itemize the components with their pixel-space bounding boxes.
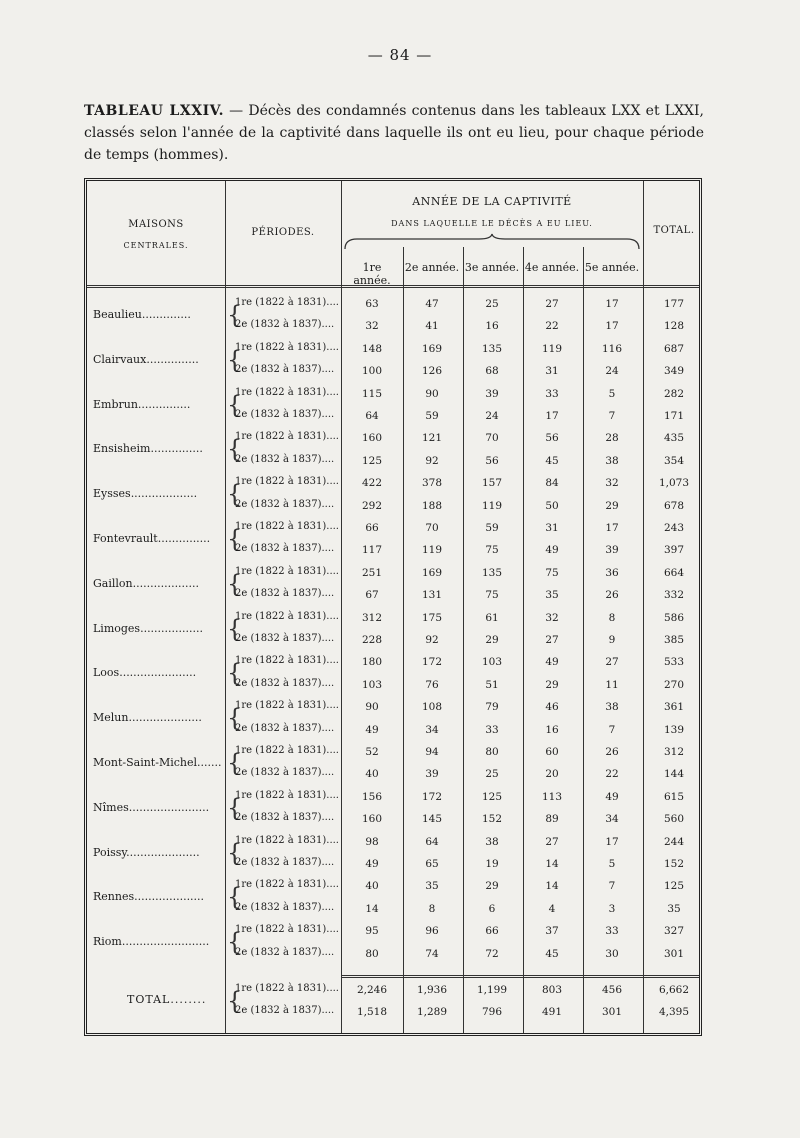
row-p1-year-2: 35: [425, 880, 439, 893]
row-p1-year-3: 39: [485, 387, 499, 400]
row-p2-total: 349: [663, 365, 685, 378]
row-p2-year-2: 59: [425, 410, 439, 422]
row-p2-total: 354: [663, 454, 685, 467]
row-p1-year-2: 172: [421, 656, 443, 669]
row-p2-year-5: 26: [605, 589, 619, 602]
house-name: Mont-Saint-Michel.......: [93, 756, 222, 769]
row-p2-total: 301: [663, 947, 685, 960]
row-p1-year-3: 103: [481, 656, 503, 669]
row-p1-total: 687: [663, 342, 685, 355]
row-p2-year-1: 103: [361, 678, 383, 691]
header-year-3: 3e année.: [464, 261, 520, 274]
row-p2-year-4: 22: [545, 320, 559, 333]
row-p2-total: 171: [663, 410, 685, 422]
row-p2-year-4: 20: [545, 768, 559, 781]
row-p2-total: 35: [667, 902, 681, 915]
row-p2-year-4: 89: [545, 813, 559, 826]
row-p1-year-5: 116: [601, 342, 623, 355]
row-p1-total: 312: [663, 746, 685, 758]
row-p1-total: 533: [663, 656, 685, 669]
row-p1-year-1: 63: [365, 298, 379, 310]
house-name: Embrun...............: [93, 397, 191, 411]
row-p2-year-2: 76: [425, 678, 439, 691]
total-p1-year-3: 1,199: [476, 984, 508, 996]
row-p2-year-2: 92: [425, 634, 439, 646]
row-brace: {: [227, 838, 243, 867]
period-label: 1re (1822 à 1831)....: [235, 386, 339, 398]
total-p1-year-2: 1,936: [416, 984, 448, 996]
period-label: 1re (1822 à 1831)....: [235, 297, 339, 308]
row-p2-year-1: 40: [365, 768, 379, 781]
house-name: Riom.........................: [93, 935, 210, 949]
period-label: 2e (1832 à 1837)....: [235, 857, 335, 868]
row-p1-year-3: 25: [485, 298, 499, 310]
row-p1-total: 1,073: [658, 477, 690, 490]
period-label: 1re (1822 à 1831)....: [235, 789, 339, 801]
house-name: Clairvaux...............: [93, 352, 199, 366]
house-name: Beaulieu..............: [93, 308, 191, 321]
row-p2-year-5: 7: [608, 723, 616, 736]
row-p1-year-2: 121: [421, 432, 443, 445]
house-name: Loos......................: [93, 666, 197, 680]
period-label: 1re (1822 à 1831)....: [235, 610, 339, 622]
row-p1-year-2: 90: [425, 387, 439, 400]
row-brace: {: [227, 749, 243, 777]
caption-lead: TABLEAU LXXIV.: [84, 103, 224, 119]
header-year-5: 5e année.: [584, 261, 640, 274]
row-brace: {: [227, 390, 243, 419]
row-brace: {: [227, 883, 243, 912]
total-p1-year-1: 2,246: [356, 984, 388, 996]
row-p2-year-2: 92: [425, 454, 439, 467]
row-p1-year-3: 61: [485, 611, 499, 624]
row-p2-total: 332: [663, 589, 685, 602]
row-p2-year-3: 75: [485, 589, 499, 602]
row-p1-year-4: 27: [545, 835, 559, 848]
row-p2-year-3: 25: [485, 768, 499, 781]
row-p1-year-2: 96: [425, 925, 439, 938]
row-p1-year-1: 422: [361, 477, 383, 490]
col-rule: [225, 181, 226, 1033]
row-p2-total: 397: [663, 544, 685, 557]
row-p2-year-5: 29: [605, 499, 619, 512]
row-p2-year-5: 3: [608, 902, 616, 915]
row-p1-year-5: 26: [605, 746, 619, 758]
row-p2-year-3: 16: [485, 320, 499, 333]
row-p1-year-1: 312: [361, 611, 383, 624]
row-p1-year-3: 79: [485, 701, 499, 714]
col-rule: [643, 181, 644, 1033]
row-brace: {: [227, 569, 243, 598]
row-p1-year-3: 66: [485, 925, 499, 938]
period-label: 2e (1832 à 1837)....: [235, 498, 335, 510]
row-p2-total: 144: [663, 768, 685, 781]
row-p2-year-4: 45: [545, 947, 559, 960]
row-p1-total: 586: [663, 611, 685, 624]
total-label: TOTAL........: [127, 993, 207, 1006]
row-p1-year-3: 29: [485, 880, 499, 893]
row-p2-year-3: 29: [485, 634, 499, 646]
period-label: 2e (1832 à 1837)....: [235, 946, 335, 958]
period-label: 1re (1822 à 1831)....: [235, 431, 339, 443]
period-label: 2e (1832 à 1837)....: [235, 319, 335, 331]
row-p2-year-5: 22: [605, 768, 619, 781]
row-p2-year-2: 74: [425, 947, 439, 960]
row-p1-year-5: 7: [608, 880, 616, 893]
row-p2-year-2: 145: [421, 813, 443, 826]
caption-text: — Décès des condamnés contenus dans les tableaux LXX et LXXI, classés selon l'année de la captivité dans laquelle ils ont eu lieu, pour chaque période de temps (hommes).: [84, 103, 704, 163]
period-label: 2e (1832 à 1837)....: [235, 1005, 335, 1017]
house-name: Fontevrault...............: [93, 532, 211, 545]
row-p2-year-4: 31: [545, 365, 559, 378]
row-p2-year-3: 56: [485, 454, 499, 467]
house-name: Melun.....................: [93, 711, 202, 725]
row-p2-total: 270: [663, 678, 685, 691]
row-p1-year-5: 32: [605, 477, 619, 490]
row-p1-year-3: 80: [485, 746, 499, 758]
row-p2-year-5: 11: [605, 678, 619, 691]
row-p2-year-1: 117: [361, 544, 383, 557]
row-p1-year-2: 70: [425, 522, 439, 534]
house-name: Limoges..................: [93, 621, 204, 635]
row-p1-year-5: 27: [605, 656, 619, 669]
row-p1-total: 615: [663, 790, 685, 803]
row-p1-total: 361: [663, 701, 685, 714]
header-maisons: MAISONS: [128, 219, 184, 230]
col-rule: [341, 181, 342, 1033]
row-p1-year-4: 33: [545, 387, 559, 400]
total-p2-year-5: 301: [601, 1006, 623, 1019]
period-label: 1re (1822 à 1831)....: [235, 565, 339, 577]
row-p1-year-5: 17: [605, 298, 619, 310]
row-p1-year-5: 49: [605, 790, 619, 803]
period-label: 1re (1822 à 1831)....: [235, 476, 339, 488]
row-p2-year-5: 9: [608, 634, 616, 646]
period-label: 2e (1832 à 1837)....: [235, 543, 335, 555]
row-p1-total: 243: [663, 522, 685, 534]
total-p1-year-4: 803: [541, 984, 563, 996]
row-p2-year-4: 50: [545, 499, 559, 512]
period-label: 1re (1822 à 1831)....: [235, 834, 339, 846]
row-p1-year-2: 64: [425, 835, 439, 848]
period-label: 2e (1832 à 1837)....: [235, 588, 335, 600]
row-p2-year-1: 32: [365, 320, 379, 333]
row-p2-year-2: 126: [421, 365, 443, 378]
period-label: 2e (1832 à 1837)....: [235, 364, 335, 376]
house-name: Nîmes.......................: [93, 800, 210, 814]
row-p2-total: 139: [663, 723, 685, 736]
row-p1-year-4: 46: [545, 701, 559, 714]
row-p2-year-5: 24: [605, 365, 619, 378]
period-label: 1re (1822 à 1831)....: [235, 983, 339, 994]
period-label: 1re (1822 à 1831)....: [235, 745, 339, 756]
row-p1-year-4: 56: [545, 432, 559, 445]
period-label: 2e (1832 à 1837)....: [235, 722, 335, 734]
row-brace: {: [227, 928, 243, 957]
total-rule: [341, 975, 699, 978]
row-p2-total: 385: [663, 634, 685, 646]
header-annee-sub: DANS LAQUELLE LE DÉCÈS A EU LIEU.: [391, 219, 593, 228]
row-p1-year-3: 135: [481, 342, 503, 355]
row-p1-year-5: 5: [608, 387, 616, 400]
row-p1-year-2: 175: [421, 611, 443, 624]
row-brace: {: [227, 614, 243, 643]
row-p1-total: 125: [663, 880, 685, 893]
row-p1-year-2: 108: [421, 701, 443, 714]
row-brace: {: [227, 345, 243, 374]
row-p2-total: 678: [663, 499, 685, 512]
row-brace: {: [227, 659, 243, 688]
row-p2-year-1: 80: [365, 947, 379, 960]
row-p1-year-4: 31: [545, 522, 559, 534]
row-p1-year-5: 17: [605, 522, 619, 534]
row-p2-year-4: 29: [545, 678, 559, 691]
header-centrales: CENTRALES.: [123, 241, 189, 250]
row-p1-year-1: 180: [361, 656, 383, 669]
row-brace: {: [227, 480, 243, 509]
row-p2-total: 560: [663, 813, 685, 826]
row-p2-year-5: 7: [608, 410, 616, 422]
row-brace: {: [227, 525, 243, 553]
row-p2-year-3: 6: [488, 902, 496, 915]
row-p2-year-1: 49: [365, 858, 379, 870]
row-p2-year-2: 65: [425, 858, 439, 870]
row-p1-year-1: 148: [361, 342, 383, 355]
total-p2-year-2: 1,289: [416, 1006, 448, 1019]
row-p1-total: 664: [663, 566, 685, 579]
row-p2-year-3: 19: [485, 858, 499, 870]
row-p1-year-1: 251: [361, 566, 383, 579]
row-p2-year-2: 41: [425, 320, 439, 333]
header-annee: ANNÉE DE LA CAPTIVITÉ: [412, 195, 572, 208]
row-p1-year-2: 47: [425, 298, 439, 310]
row-p1-year-1: 115: [361, 387, 383, 400]
row-brace: {: [227, 435, 243, 464]
total-p2-year-3: 796: [481, 1006, 503, 1019]
row-p1-year-2: 94: [425, 746, 439, 758]
row-p2-year-1: 160: [361, 813, 383, 826]
house-name: Ensisheim...............: [93, 442, 203, 456]
row-p2-year-2: 8: [428, 902, 436, 915]
row-p1-year-1: 90: [365, 701, 379, 714]
row-p1-total: 282: [663, 387, 685, 400]
header-periodes: PÉRIODES.: [251, 227, 315, 238]
row-p1-year-5: 17: [605, 835, 619, 848]
header-year-4: 4e année.: [524, 261, 580, 274]
row-p2-year-4: 14: [545, 858, 559, 870]
row-p1-year-4: 37: [545, 925, 559, 938]
row-p1-year-1: 52: [365, 746, 379, 758]
period-label: 1re (1822 à 1831)....: [235, 341, 339, 353]
row-p2-year-2: 188: [421, 499, 443, 512]
total-p1-total: 6,662: [658, 984, 690, 996]
row-p1-year-1: 95: [365, 925, 379, 938]
row-p2-year-4: 35: [545, 589, 559, 602]
header-total: TOTAL.: [653, 225, 695, 236]
row-p1-year-2: 169: [421, 342, 443, 355]
row-p2-year-3: 33: [485, 723, 499, 736]
row-p2-total: 152: [663, 858, 685, 870]
row-p1-year-3: 135: [481, 566, 503, 579]
row-p1-total: 244: [663, 835, 685, 848]
row-p1-year-5: 8: [608, 611, 616, 624]
row-p2-year-3: 75: [485, 544, 499, 557]
period-label: 2e (1832 à 1837)....: [235, 767, 335, 779]
row-p2-year-5: 39: [605, 544, 619, 557]
period-label: 2e (1832 à 1837)....: [235, 453, 335, 465]
row-p2-year-3: 152: [481, 813, 503, 826]
row-p1-year-4: 27: [545, 298, 559, 310]
row-p2-year-1: 49: [365, 723, 379, 736]
row-p1-year-4: 75: [545, 566, 559, 579]
header-year-2: 2e année.: [404, 261, 460, 274]
row-p2-year-4: 4: [548, 902, 556, 915]
row-p2-year-1: 125: [361, 454, 383, 467]
statistics-table: [84, 178, 702, 1036]
house-name: Poissy.....................: [93, 845, 200, 859]
row-brace: {: [227, 301, 243, 329]
row-p2-year-4: 17: [545, 410, 559, 422]
total-p2-year-1: 1,518: [356, 1006, 388, 1019]
row-p1-year-5: 33: [605, 925, 619, 938]
row-p1-year-4: 49: [545, 656, 559, 669]
row-p2-year-1: 100: [361, 365, 383, 378]
period-label: 2e (1832 à 1837)....: [235, 677, 335, 689]
row-p1-total: 435: [663, 432, 685, 445]
row-p1-year-4: 32: [545, 611, 559, 624]
page-number: — 84 —: [367, 46, 433, 64]
house-name: Rennes....................: [93, 890, 205, 904]
row-p2-year-5: 34: [605, 813, 619, 826]
row-p2-year-3: 24: [485, 410, 499, 422]
house-name: Gaillon...................: [93, 576, 200, 590]
row-p2-year-3: 68: [485, 365, 499, 378]
row-p2-year-5: 17: [605, 320, 619, 333]
row-p1-year-2: 169: [421, 566, 443, 579]
row-brace: {: [227, 704, 243, 733]
row-p2-year-2: 34: [425, 723, 439, 736]
row-p1-total: 327: [663, 925, 685, 938]
row-p1-year-3: 38: [485, 835, 499, 848]
row-p2-year-4: 49: [545, 544, 559, 557]
row-p2-year-4: 16: [545, 723, 559, 736]
row-p1-year-3: 125: [481, 790, 503, 803]
period-label: 2e (1832 à 1837)....: [235, 409, 335, 420]
row-p2-year-4: 27: [545, 634, 559, 646]
period-label: 1re (1822 à 1831)....: [235, 521, 339, 532]
row-p1-year-1: 66: [365, 522, 379, 534]
row-p2-total: 128: [663, 320, 685, 333]
row-p2-year-3: 119: [481, 499, 503, 512]
row-p1-year-3: 59: [485, 522, 499, 534]
row-brace: {: [227, 987, 243, 1015]
row-p1-year-1: 40: [365, 880, 379, 893]
total-p1-year-5: 456: [601, 984, 623, 996]
row-p2-year-2: 131: [421, 589, 443, 602]
period-label: 2e (1832 à 1837)....: [235, 633, 335, 644]
row-p1-year-3: 157: [481, 477, 503, 490]
header-brace: [343, 233, 641, 251]
row-p1-year-4: 14: [545, 880, 559, 893]
period-label: 1re (1822 à 1831)....: [235, 700, 339, 712]
row-p1-year-2: 172: [421, 790, 443, 803]
row-p1-year-4: 113: [541, 790, 563, 803]
row-p1-year-4: 60: [545, 746, 559, 758]
row-p2-year-5: 5: [608, 858, 616, 870]
period-label: 1re (1822 à 1831)....: [235, 879, 339, 891]
row-p1-year-5: 28: [605, 432, 619, 445]
row-p1-year-2: 378: [421, 477, 443, 490]
house-name: Eysses...................: [93, 487, 198, 501]
row-p1-year-3: 70: [485, 432, 499, 445]
row-p2-year-1: 292: [361, 499, 383, 512]
row-p1-year-5: 36: [605, 566, 619, 579]
row-p1-year-5: 38: [605, 701, 619, 714]
row-p1-year-4: 84: [545, 477, 559, 490]
total-p2-total: 4,395: [658, 1006, 690, 1019]
row-p2-year-3: 51: [485, 678, 499, 691]
row-p1-year-1: 98: [365, 835, 379, 848]
row-p2-year-1: 64: [365, 410, 379, 422]
row-p1-total: 177: [663, 298, 685, 310]
header-year-1: 1re année.: [353, 261, 391, 287]
period-label: 2e (1832 à 1837)....: [235, 901, 335, 913]
table-caption: [84, 100, 704, 166]
row-brace: {: [227, 793, 243, 822]
period-label: 2e (1832 à 1837)....: [235, 812, 335, 824]
row-p2-year-2: 119: [421, 544, 443, 557]
total-p2-year-4: 491: [541, 1006, 563, 1019]
row-p1-year-1: 160: [361, 432, 383, 445]
row-p2-year-1: 67: [365, 589, 379, 602]
row-p2-year-4: 45: [545, 454, 559, 467]
row-p2-year-5: 38: [605, 454, 619, 467]
row-p1-year-4: 119: [541, 342, 563, 355]
row-p2-year-1: 228: [361, 634, 383, 646]
row-p2-year-5: 30: [605, 947, 619, 960]
row-p1-year-1: 156: [361, 790, 383, 803]
period-label: 1re (1822 à 1831)....: [235, 655, 339, 667]
row-p2-year-1: 14: [365, 902, 379, 915]
period-label: 1re (1822 à 1831)....: [235, 924, 339, 936]
row-p2-year-3: 72: [485, 947, 499, 960]
row-p2-year-2: 39: [425, 768, 439, 781]
